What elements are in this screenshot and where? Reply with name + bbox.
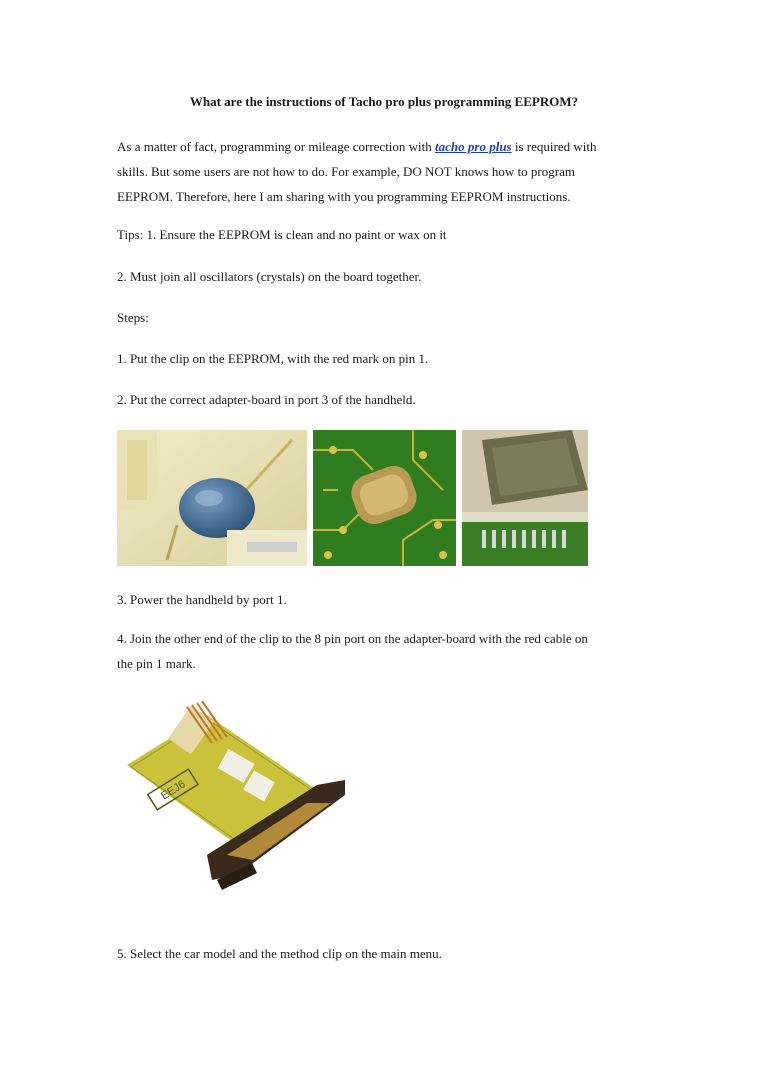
intro-text-start: As a matter of fact, programming or mileage correction with <box>117 139 436 154</box>
tacho-pro-plus-link[interactable]: tacho pro plus <box>435 139 512 154</box>
step-4-line-1: 4. Join the other end of the clip to the 8 pin port on the adapter-board with the red cable on <box>117 631 588 646</box>
step-5: 5. Select the car model and the method clip on the main menu. <box>117 946 442 961</box>
step-1: 1. Put the clip on the EEPROM, with the red mark on pin 1. <box>117 351 429 366</box>
step-4-line-2: the pin 1 mark. <box>117 656 196 671</box>
intro-paragraph <box>117 134 657 209</box>
steps-heading: Steps: <box>117 310 149 325</box>
adapter-label: EEJ6 <box>159 778 188 803</box>
tip-1: Tips: 1. Ensure the EEPROM is clean and no paint or wax on it <box>117 227 447 242</box>
page-title: What are the instructions of Tacho pro plus programming EEPROM? <box>189 94 579 109</box>
crystal-pcb-photo <box>313 430 456 566</box>
step-2: 2. Put the correct adapter-board in port 3 of the handheld. <box>117 392 416 407</box>
step-3: 3. Power the handheld by port 1. <box>117 592 287 607</box>
intro-line-2: skills. But some users are not how to do. For example, DO NOT knows how to program <box>117 164 575 179</box>
tip-2: 2. Must join all oscillators (crystals) on the board together. <box>117 269 422 284</box>
intro-line-3: EEPROM. Therefore, here I am sharing with you programming EEPROM instructions. <box>117 189 571 204</box>
step-4 <box>117 626 657 676</box>
adapter-board-photo <box>117 695 353 910</box>
intro-text-end: is required with <box>511 139 597 154</box>
chip-pins-photo <box>462 430 588 566</box>
capacitor-photo <box>117 430 307 566</box>
